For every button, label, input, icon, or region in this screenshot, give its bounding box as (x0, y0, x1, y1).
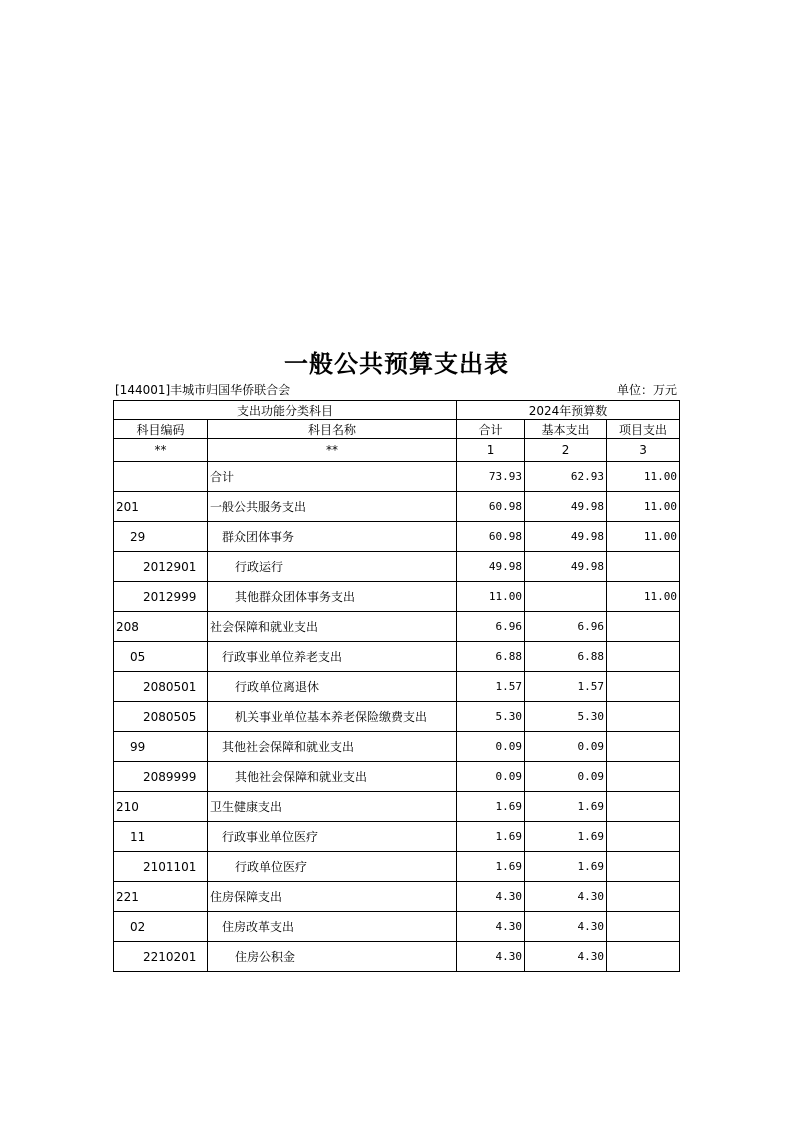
row-code (114, 462, 208, 492)
row-total: 60.98 (457, 492, 525, 522)
row-project (607, 762, 680, 792)
row-total: 1.69 (457, 852, 525, 882)
row-name: 其他社会保障和就业支出 (208, 732, 457, 762)
table-row (114, 882, 680, 912)
table-row (114, 672, 680, 702)
row-code: 11 (114, 822, 208, 852)
row-code: 221 (114, 882, 208, 912)
row-project: 11.00 (607, 522, 680, 552)
header-group-right: 2024年预算数 (457, 401, 680, 420)
row-code: 2012901 (114, 552, 208, 582)
row-name: 住房公积金 (208, 942, 457, 972)
row-project (607, 852, 680, 882)
row-basic: 1.69 (525, 822, 607, 852)
row-basic: 4.30 (525, 942, 607, 972)
row-project (607, 672, 680, 702)
row-project (607, 642, 680, 672)
header-index-row (114, 439, 680, 462)
table-row (114, 492, 680, 522)
row-total: 4.30 (457, 912, 525, 942)
row-basic: 49.98 (525, 492, 607, 522)
row-code: 2089999 (114, 762, 208, 792)
row-total: 11.00 (457, 582, 525, 612)
unit-label: 单位：万元 (616, 383, 677, 397)
row-name: 行政事业单位医疗 (208, 822, 457, 852)
row-total: 0.09 (457, 732, 525, 762)
row-total: 1.57 (457, 672, 525, 702)
table-row (114, 822, 680, 852)
row-basic: 4.30 (525, 912, 607, 942)
row-code: 29 (114, 522, 208, 552)
row-basic: 49.98 (525, 552, 607, 582)
row-code: 2210201 (114, 942, 208, 972)
header-group-left: 支出功能分类科目 (114, 401, 457, 420)
page-title: 一般公共预算支出表 (284, 349, 509, 378)
row-total: 4.30 (457, 882, 525, 912)
row-code: 2101101 (114, 852, 208, 882)
row-basic: 1.57 (525, 672, 607, 702)
row-code: 201 (114, 492, 208, 522)
table-row (114, 942, 680, 972)
header-project: 项目支出 (607, 420, 680, 439)
table-row (114, 702, 680, 732)
row-name: 行政运行 (208, 552, 457, 582)
index-project: 3 (607, 439, 680, 462)
row-project (607, 702, 680, 732)
row-project: 11.00 (607, 492, 680, 522)
row-name: 一般公共服务支出 (208, 492, 457, 522)
index-name: ** (208, 439, 457, 462)
organization-label: [144001]丰城市归国华侨联合会 (115, 383, 291, 397)
budget-table (113, 400, 680, 972)
row-project (607, 912, 680, 942)
row-basic: 4.30 (525, 882, 607, 912)
row-basic: 49.98 (525, 522, 607, 552)
row-project (607, 882, 680, 912)
row-project (607, 732, 680, 762)
row-code: 210 (114, 792, 208, 822)
row-project: 11.00 (607, 462, 680, 492)
row-name: 其他群众团体事务支出 (208, 582, 457, 612)
row-total: 1.69 (457, 822, 525, 852)
row-name: 社会保障和就业支出 (208, 612, 457, 642)
row-name: 住房保障支出 (208, 882, 457, 912)
header-total: 合计 (457, 420, 525, 439)
row-name: 卫生健康支出 (208, 792, 457, 822)
row-basic: 1.69 (525, 852, 607, 882)
row-code: 2012999 (114, 582, 208, 612)
row-name: 机关事业单位基本养老保险缴费支出 (208, 702, 457, 732)
table-row (114, 792, 680, 822)
row-name: 行政单位医疗 (208, 852, 457, 882)
row-basic: 62.93 (525, 462, 607, 492)
table-row (114, 852, 680, 882)
table-row (114, 642, 680, 672)
header-name: 科目名称 (208, 420, 457, 439)
header-column-row (114, 420, 680, 439)
row-basic: 0.09 (525, 732, 607, 762)
row-total: 6.88 (457, 642, 525, 672)
row-code: 208 (114, 612, 208, 642)
row-project: 11.00 (607, 582, 680, 612)
table-row (114, 912, 680, 942)
row-name: 行政单位离退休 (208, 672, 457, 702)
row-code: 2080505 (114, 702, 208, 732)
table-row (114, 732, 680, 762)
table-row (114, 612, 680, 642)
row-project (607, 612, 680, 642)
row-total: 1.69 (457, 792, 525, 822)
row-name: 行政事业单位养老支出 (208, 642, 457, 672)
row-total: 60.98 (457, 522, 525, 552)
row-total: 5.30 (457, 702, 525, 732)
row-total: 4.30 (457, 942, 525, 972)
table-row (114, 582, 680, 612)
row-project (607, 822, 680, 852)
table-row (114, 522, 680, 552)
row-code: 02 (114, 912, 208, 942)
index-total: 1 (457, 439, 525, 462)
row-basic: 5.30 (525, 702, 607, 732)
row-basic: 6.88 (525, 642, 607, 672)
row-code: 05 (114, 642, 208, 672)
row-basic: 0.09 (525, 762, 607, 792)
row-code: 2080501 (114, 672, 208, 702)
row-basic: 6.96 (525, 612, 607, 642)
row-basic: 1.69 (525, 792, 607, 822)
row-name: 群众团体事务 (208, 522, 457, 552)
row-name: 合计 (208, 462, 457, 492)
row-basic (525, 582, 607, 612)
row-code: 99 (114, 732, 208, 762)
row-total: 49.98 (457, 552, 525, 582)
header-basic: 基本支出 (525, 420, 607, 439)
row-project (607, 552, 680, 582)
table-row (114, 552, 680, 582)
index-code: ** (114, 439, 208, 462)
row-total: 0.09 (457, 762, 525, 792)
row-name: 住房改革支出 (208, 912, 457, 942)
table-row (114, 462, 680, 492)
table-body (114, 462, 680, 972)
table-row (114, 762, 680, 792)
row-name: 其他社会保障和就业支出 (208, 762, 457, 792)
row-project (607, 792, 680, 822)
row-project (607, 942, 680, 972)
row-total: 6.96 (457, 612, 525, 642)
index-basic: 2 (525, 439, 607, 462)
header-group-row (114, 401, 680, 420)
row-total: 73.93 (457, 462, 525, 492)
header-code: 科目编码 (114, 420, 208, 439)
